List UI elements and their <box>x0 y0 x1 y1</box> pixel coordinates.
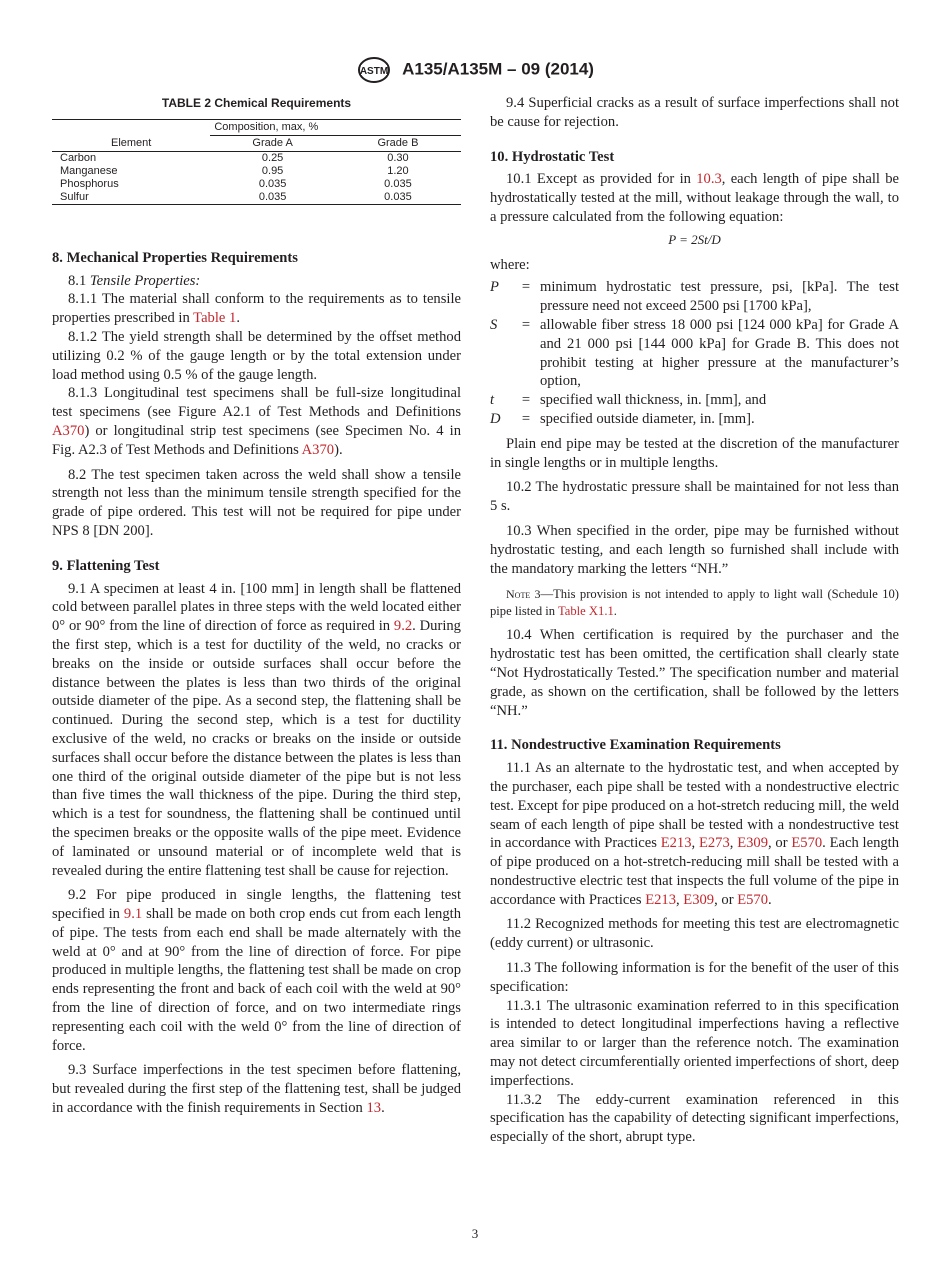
pressure-equation: P = 2St/D <box>668 231 721 247</box>
e273-link[interactable]: E273 <box>698 835 730 852</box>
table-cell: 0.035 <box>384 190 412 203</box>
table-cell: Manganese <box>60 164 118 177</box>
table-cell: 0.035 <box>258 190 287 203</box>
paragraph-8-1-2: 8.1.2 The yield strength shall be determined by the offset method utilizing 0.2 % of the gauge length or by the total extension under load method using 0.5 % of the gauge length. <box>52 328 461 383</box>
table-cell: 0.035 <box>258 177 287 190</box>
table-cell: Carbon <box>60 151 97 164</box>
paragraph-8-2: 8.2 The test specimen taken across the weld shall show a tensile strength not less than the minimum tensile strength specified for the grade of pipe ordered. This test will not be required for pipe under NPS 8 [DN 200]. <box>52 466 461 539</box>
note-3: Note 3—This provision is not intended to apply to light wall (Schedule 10) pipe listed in Table X1.1. <box>490 587 900 619</box>
section-11-heading: 11. Nondestructive Examination Requirements <box>490 737 781 754</box>
paragraph-9-2: 9.2 For pipe produced in single lengths, the flattening test specified in 9.1 shall be made on both crop ends cut from each length of pipe. The tests from each end shall be made alternately with the weld at 0° and at 90° from the line of direction of force. For pipe produced in multiple lengths, the flattening test shall be made on crop ends representing the front and back of each coil with the weld at 90° from the line of direction of force, and on two intermediate rings representing each coil with the weld 0° from the line of direction of force. <box>52 887 461 1054</box>
section-10-3-link[interactable]: 10.3 <box>696 171 722 188</box>
e213-link[interactable]: E213 <box>660 835 692 852</box>
svg-text:ASTM: ASTM <box>359 66 389 77</box>
standard-designation: A135/A135M – 09 (2014) <box>402 59 594 79</box>
section-8-heading: 8. Mechanical Properties Requirements <box>52 249 298 266</box>
table-row <box>52 165 461 178</box>
e309-link[interactable]: E309 <box>737 835 768 852</box>
section-9-1-link[interactable]: 9.1 <box>123 906 143 923</box>
table-cell: 0.25 <box>261 151 284 164</box>
table-cell: 0.035 <box>384 177 412 190</box>
table-cell: Phosphorus <box>60 177 119 190</box>
paragraph-9-4: 9.4 Superficial cracks as a result of surface imperfections shall not be cause for rejection. <box>490 95 899 130</box>
paragraph-8-1-1: 8.1.1 The material shall conform to the requirements as to tensile properties prescribed in Table 1. <box>52 291 461 327</box>
table-cell: Sulfur <box>60 190 89 203</box>
paragraph-10-2: 10.2 The hydrostatic pressure shall be maintained for not less than 5 s. <box>490 479 899 515</box>
paragraph-11-2: 11.2 Recognized methods for meeting this test are electromagnetic (eddy current) or ultrasonic. <box>490 916 899 952</box>
paragraph-10-4: 10.4 When certification is required by the purchaser and the hydrostatic test has been omitted, the certification shall clearly state “Not Hydrostatically Tested.” The specification number and material grade, as shown on the certification, shall be followed by the letters “NH.” <box>490 627 899 719</box>
astm-logo-icon <box>356 56 392 84</box>
paragraph-10-3: 10.3 When specified in the order, pipe may be furnished without hydrostatic testing, and each length so furnished shall include with the mandatory marking the letters “NH.” <box>490 522 899 577</box>
section-9-heading: 9. Flattening Test <box>52 557 160 574</box>
table-cell: 0.95 <box>261 164 284 177</box>
definition-row: P = minimum hydrostatic test pressure, psi, [kPa]. The test pressure need not exceed 2500 psi [1700 kPa], <box>490 279 899 315</box>
a370-link[interactable]: A370 <box>301 441 335 458</box>
paragraph-9-1: 9.1 A specimen at least 4 in. [100 mm] in length shall be flattened cold between parallel plates in three steps with the weld located either 0° or 90° from the line of direction of force as required in 9.2. During the first step, which is a test for ductility of the weld, no cracks or breaks on the inside or outside surfaces shall occur before the distance between the plates is less than two thirds of the original outside diameter of the pipe. As a second step, the flattening shall be continued. During the second step, which is a test for ductility exclusive of the weld, no cracks or breaks on the inside or outside surfaces shall occur before the distance between the plates is less than one third of the original outside diameter of the pipe but is not less than five times the wall thickness of the pipe. During the third step, which is a test for soundness, the flattening shall be continued until the specimen breaks or the opposite walls of the pipe meet. Evidence of laminated or unsound material or of incomplete weld that is revealed during the entire flattening test shall be cause for rejection. <box>52 580 461 879</box>
table-row <box>52 178 461 191</box>
paragraph-10-1: 10.1 Except as provided for in 10.3, each length of pipe shall be hydrostatically tested at the mill, without leakage through the wall, to a pressure calculated from the following equation: <box>490 171 899 225</box>
e309-link[interactable]: E309 <box>683 891 715 908</box>
plain-end-paragraph: Plain end pipe may be tested at the discretion of the manufacturer in single lengths or in multiple lengths. <box>490 435 899 471</box>
table-col-header: Grade A <box>252 136 293 149</box>
left-column <box>52 94 461 1118</box>
variable-definitions <box>490 278 899 428</box>
section-9-2-link[interactable]: 9.2 <box>393 618 413 635</box>
table-row <box>52 151 461 165</box>
section-13-link[interactable]: 13 <box>366 1100 382 1117</box>
e570-link[interactable]: E570 <box>791 835 823 852</box>
definition-row: S = allowable fiber stress 18 000 psi [124 000 kPa] for Grade A and 21 000 psi [144 000 kPa] for Grade B. This does not prohibit testing at higher pressure at the manufacturer’s option, <box>490 316 899 390</box>
where-label: where: <box>490 256 530 273</box>
paragraph-8-1: 8.1 Tensile Properties: <box>68 272 201 289</box>
paragraph-11-3-2: 11.3.2 The eddy-current examination referenced in this specification has the capability of detecting significant imperfections, especially of the short, abrupt type. <box>490 1091 899 1146</box>
right-column <box>490 94 899 1147</box>
table-group-header: Composition, max, % <box>210 119 461 135</box>
table-cell: 0.30 <box>387 151 409 164</box>
paragraph-11-3-1: 11.3.1 The ultrasonic examination referred to in this specification is intended to detect longitudinal imperfections having a reflective area similar to or larger than the reference notch. The examination may not detect circumferentially oriented imperfections of short, deep imperfections. <box>490 997 899 1089</box>
e213-link[interactable]: E213 <box>645 891 676 908</box>
table-x1-1-link[interactable]: Table X1.1 <box>557 604 614 619</box>
e570-link[interactable]: E570 <box>737 891 769 908</box>
table-col-header: Grade B <box>377 136 419 149</box>
table-cell: 1.20 <box>387 164 409 177</box>
table-1-link[interactable]: Table 1 <box>193 310 237 327</box>
paragraph-9-3: 9.3 Surface imperfections in the test specimen before flattening, but revealed during the first step of the flattening test, shall be judged in accordance with the finish requirements in Section 13. <box>52 1062 461 1117</box>
definition-row: t = specified wall thickness, in. [mm], and <box>490 392 767 409</box>
table-caption: TABLE 2 Chemical Requirements <box>161 96 352 110</box>
paragraph-11-3: 11.3 The following information is for the benefit of the user of this specification: <box>490 960 899 995</box>
definition-row: D = specified outside diameter, in. [mm]. <box>490 410 755 427</box>
table-col-header: Element <box>110 136 152 149</box>
page-header <box>0 56 950 84</box>
table-row <box>52 191 461 205</box>
a370-link[interactable]: A370 <box>52 422 85 439</box>
paragraph-8-1-3: 8.1.3 Longitudinal test specimens shall be full-size longitudinal test specimens (see Figure A2.1 of Test Methods and Definitions A370) or longitudinal strip test specimens (see Specimen No. 4 in Fig. A2.3 of Test Methods and Definitions A370). <box>52 385 461 458</box>
section-10-heading: 10. Hydrostatic Test <box>490 148 615 165</box>
chemical-requirements-table <box>52 119 461 205</box>
paragraph-11-1: 11.1 As an alternate to the hydrostatic test, and when accepted by the purchaser, each pipe shall be tested with a nondestructive electric test. Except for pipe produced on a hot-stretch reducing mill, the weld seam of each length of pipe shall be tested with a nondestructive test in accordance with Practices E213, E273, E309, or E570. Each length of pipe produced on a hot-stretch-reducing mill shall be tested with a nondestructive electric test that inspects the full volume of the pipe in accordance with Practices E213, E309, or E570. <box>490 760 900 908</box>
page-number: 3 <box>471 1226 479 1241</box>
